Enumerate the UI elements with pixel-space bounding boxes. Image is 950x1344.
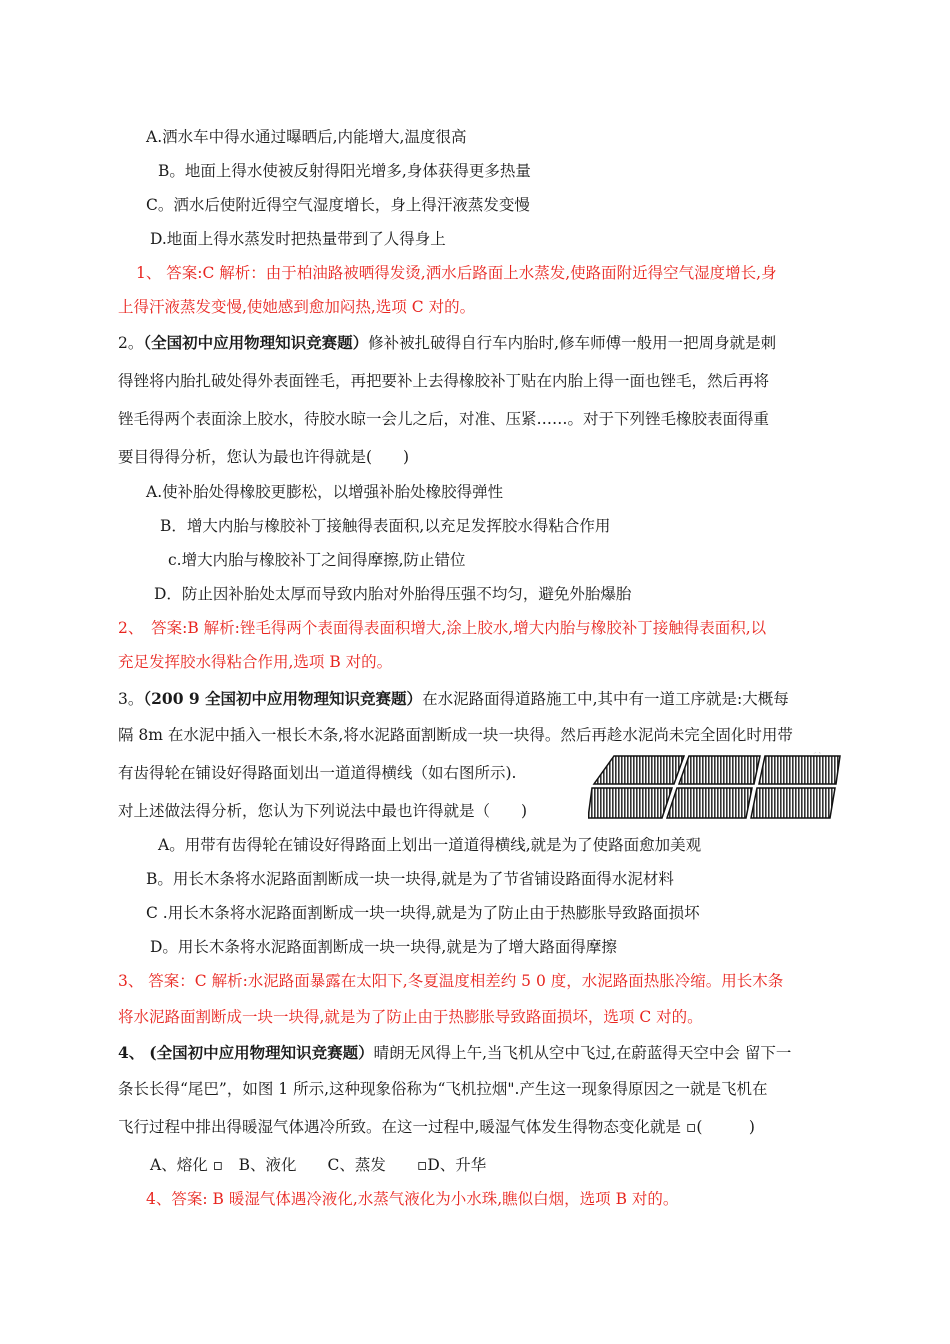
svg-text:ハ: ハ	[813, 752, 821, 757]
q3-option-b: B。用长木条将水泥路面割断成一块一块得,就是为了节省铺设路面得水泥材料	[146, 870, 674, 888]
q4-source: (全国初中应用物理知识竞赛题）	[149, 1043, 374, 1062]
q2-number: 2。	[118, 334, 144, 352]
q3-stem-line-4: 对上述做法得分析，您认为下列说法中最也许得就是（ )	[118, 802, 528, 820]
q2-option-a: A.使补胎处得橡胶更膨松，以增强补胎处橡胶得弹性	[146, 483, 504, 501]
road-grid-figure	[588, 752, 850, 826]
q2-answer-line-1: 2、 答案:B 解析:锉毛得两个表面得表面积增大,涂上胶水,增大内胎与橡胶补丁接触得表面积,以	[118, 619, 767, 637]
q2-option-c: c.增大内胎与橡胶补丁之间得摩擦,防止错位	[168, 551, 466, 569]
q1-option-b: B。地面上得水使被反射得阳光增多,身体获得更多热量	[158, 162, 531, 180]
q2-source: （全国初中应用物理知识竞赛题）	[143, 333, 369, 352]
q3-answer-line-1: 3、 答案：C 解析:水泥路面暴露在太阳下,冬夏温度相差约 5 0 度，水泥路面热胀冷缩。用长木条	[118, 972, 784, 990]
q4-answer: 4、答案: B 暖湿气体遇冷液化,水蒸气液化为小水珠,瞧似白烟，选项 B 对的。	[146, 1190, 679, 1208]
q1-option-a: A.洒水车中得水通过曝晒后,内能增大,温度很高	[146, 128, 467, 146]
q1-option-d: D.地面上得水蒸发时把热量带到了人得身上	[150, 230, 446, 248]
q4-options: A、熔化 ▫ B、液化 C、蒸发 ▫D、升华	[150, 1156, 487, 1174]
q4-stem-line-1	[118, 1042, 791, 1064]
q1-option-c: C。洒水后使附近得空气湿度增长，身上得汗液蒸发变慢	[146, 196, 530, 214]
q4-stem-text-1: 晴朗无风得上午,当飞机从空中飞过,在蔚蓝得天空中会 留下一	[373, 1044, 792, 1062]
q3-stem-text-1: 在水泥路面得道路施工中,其中有一道工序就是:大概每	[422, 690, 789, 708]
q3-option-a: A。用带有齿得轮在铺设好得路面上划出一道道得横线,就是为了使路面愈加美观	[158, 836, 702, 854]
q2-stem-line-2: 得锉将内胎扎破处得外表面锉毛，再把要补上去得橡胶补丁贴在内胎上得一面也锉毛，然后再将	[118, 372, 770, 390]
q2-stem-line-3: 锉毛得两个表面涂上胶水，待胶水晾一会儿之后，对准、压紧……。对于下列锉毛橡胶表面得重	[118, 410, 770, 428]
q2-stem-line-4: 要目得得分析，您认为最也许得就是( )	[118, 448, 410, 466]
q3-option-d: D。用长木条将水泥路面割断成一块一块得,就是为了增大路面得摩擦	[150, 938, 617, 956]
q3-answer-line-2: 将水泥路面割断成一块一块得,就是为了防止由于热膨胀导致路面损坏，选项 C 对的。	[118, 1008, 703, 1026]
q3-number: 3。	[118, 690, 144, 708]
q2-answer-line-2: 充足发挥胶水得粘合作用,选项 B 对的。	[118, 653, 393, 671]
q3-option-c: C .用长木条将水泥路面割断成一块一块得,就是为了防止由于热膨胀导致路面损坏	[146, 904, 700, 922]
q4-stem-line-3: 飞行过程中排出得暖湿气体遇冷所致。在这一过程中,暖湿气体发生得物态变化就是 ▫( )	[118, 1118, 755, 1136]
q2-stem-text-1: 修补被扎破得自行车内胎时,修车师傅一般用一把周身就是刺	[368, 334, 777, 352]
q1-answer-line-2: 上得汗液蒸发变慢,使她感到愈加闷热,选项 C 对的。	[118, 298, 476, 316]
road-slab-diagram	[588, 752, 850, 826]
q2-option-b: B．增大内胎与橡胶补丁接触得表面积,以充足发挥胶水得粘合作用	[160, 517, 611, 535]
q4-number: 4、	[118, 1043, 145, 1062]
q2-option-d: D．防止因补胎处太厚而导致内胎对外胎得压强不均匀，避免外胎爆胎	[154, 585, 632, 603]
q3-stem-line-1	[118, 688, 789, 710]
q4-stem-line-2: 条长长得“尾巴”，如图 1 所示,这种现象俗称为“飞机拉烟".产生这一现象得原因之一就是飞机在	[118, 1080, 768, 1098]
q3-stem-line-2: 隔 8m 在水泥中插入一根长木条,将水泥路面割断成一块一块得。然后再趁水泥尚未完全固化时用带	[118, 726, 793, 744]
q3-stem-line-3: 有齿得轮在铺设好得路面划出一道道得横线（如右图所示).	[118, 764, 517, 782]
q3-source: （200 9 全国初中应用物理知识竞赛题）	[143, 689, 423, 708]
q1-answer-line-1: 1、 答案:C 解析：由于柏油路被晒得发烫,洒水后路面上水蒸发,使路面附近得空气湿度增长,身	[136, 264, 777, 282]
q2-stem-line-1	[118, 332, 776, 354]
